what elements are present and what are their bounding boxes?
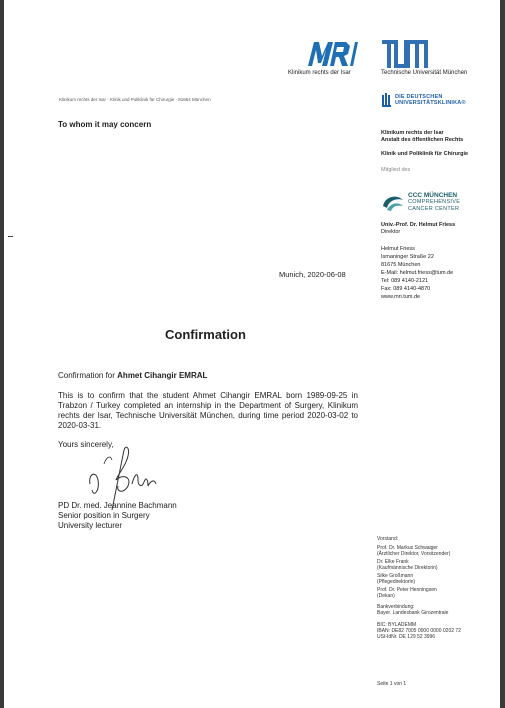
signer-position: Senior position in Surgery xyxy=(58,511,150,520)
board-member-1: Prof. Dr. Markus Schwaiger xyxy=(377,545,438,551)
salutation: To whom it may concern xyxy=(58,120,152,129)
confirmation-for-line xyxy=(58,371,207,380)
signer-role: University lecturer xyxy=(58,521,123,530)
board-member-3-role: (Pflegedirektorin) xyxy=(377,579,416,585)
board-member-4: Prof. Dr. Peter Henningsen xyxy=(377,587,437,593)
confirmation-for-label: Confirmation for xyxy=(58,371,115,380)
vat-id: USt-IdNr. DE 129 52 3996 xyxy=(377,634,436,640)
director-name: Univ.-Prof. Dr. Helmut Friess xyxy=(381,222,456,228)
dk-line1: DIE DEUTSCHEN xyxy=(395,94,443,100)
bank-name: Bayer. Landesbank Girozentrale xyxy=(377,610,449,616)
ccc-logo-icon xyxy=(381,192,405,212)
fold-mark xyxy=(8,236,13,237)
student-name: Ahmet Cihangir EMRAL xyxy=(117,371,208,380)
letter-date: Munich, 2020-06-08 xyxy=(279,270,346,279)
contact-tel: Tel: 089 4140-2121 xyxy=(381,278,429,284)
board-member-2: Dr. Elke Frank xyxy=(377,559,409,565)
contact-fax: Fax: 089 4140-4870 xyxy=(381,286,431,292)
org-legal-form: Anstalt des öffentlichen Rechts xyxy=(381,137,464,143)
board-member-3: Silke Großmann xyxy=(377,573,414,579)
board-member-4-role: (Dekan) xyxy=(377,593,395,599)
ccc-line1: CCC MÜNCHEN xyxy=(408,192,458,199)
org-name: Klinikum rechts der Isar xyxy=(381,130,444,136)
member-of-label: Mitglied des xyxy=(381,167,411,173)
contact-email: E-Mail: helmut.friess@tum.de xyxy=(381,270,454,276)
bic: BIC: BYLADEMM xyxy=(377,622,417,628)
tum-logo xyxy=(382,40,428,68)
board-label: Vorstand: xyxy=(377,536,399,542)
board-member-2-role: (Kaufmännische Direktorin) xyxy=(377,565,438,571)
iban: IBAN: DE82 7005 0000 0000 0202 72 xyxy=(377,628,461,634)
ccc-line2: COMPREHENSIVE xyxy=(408,199,461,205)
signer-block xyxy=(58,501,177,531)
mri-logo xyxy=(306,36,358,68)
mri-subtitle: Klinikum rechts der Isar xyxy=(288,70,351,76)
document-title: Confirmation xyxy=(165,327,246,342)
bank-label: Bankverbindung: xyxy=(377,604,415,610)
signer-name: PD Dr. med. Jeannine Bachmann xyxy=(58,501,177,510)
tum-subtitle: Technische Universität München xyxy=(381,70,468,76)
letter-page xyxy=(4,0,500,708)
dk-line2: UNIVERSITÄTSKLINIKA® xyxy=(395,100,466,106)
confirmation-body: This is to confirm that the student Ahmet Cihangir EMRAL born 1989-09-25 in Trabzon / Turkey completed an internship in the Department of Surgery, Klinikum rechts der Isar, Technische Universität München, during time period 2020-03-02 to 2020-03-31. xyxy=(58,391,358,430)
dk-logo-text xyxy=(395,94,466,106)
contact-city: 81675 München xyxy=(381,262,421,268)
contact-name: Helmut Friess xyxy=(381,246,415,252)
dk-logo-icon xyxy=(382,93,392,107)
clinic-name: Klinik und Poliklinik für Chirurgie xyxy=(381,151,469,157)
board-member-1-role: (Ärztlicher Direktor, Vorsitzender) xyxy=(377,551,451,557)
ccc-logo-text xyxy=(408,192,460,213)
contact-web: www.mri.tum.de xyxy=(381,294,421,300)
ccc-line3: CANCER CENTER xyxy=(408,206,460,212)
director-title: Direktor xyxy=(381,229,401,235)
closing: Yours sincerely, xyxy=(58,440,114,449)
page-number: Seite 1 von 1 xyxy=(377,681,407,687)
sender-address-line: Klinikum rechts der Isar · Klinik und Poliklinik für Chirurgie · 81664 München xyxy=(59,97,211,102)
contact-street: Ismaninger Straße 22 xyxy=(381,254,434,260)
